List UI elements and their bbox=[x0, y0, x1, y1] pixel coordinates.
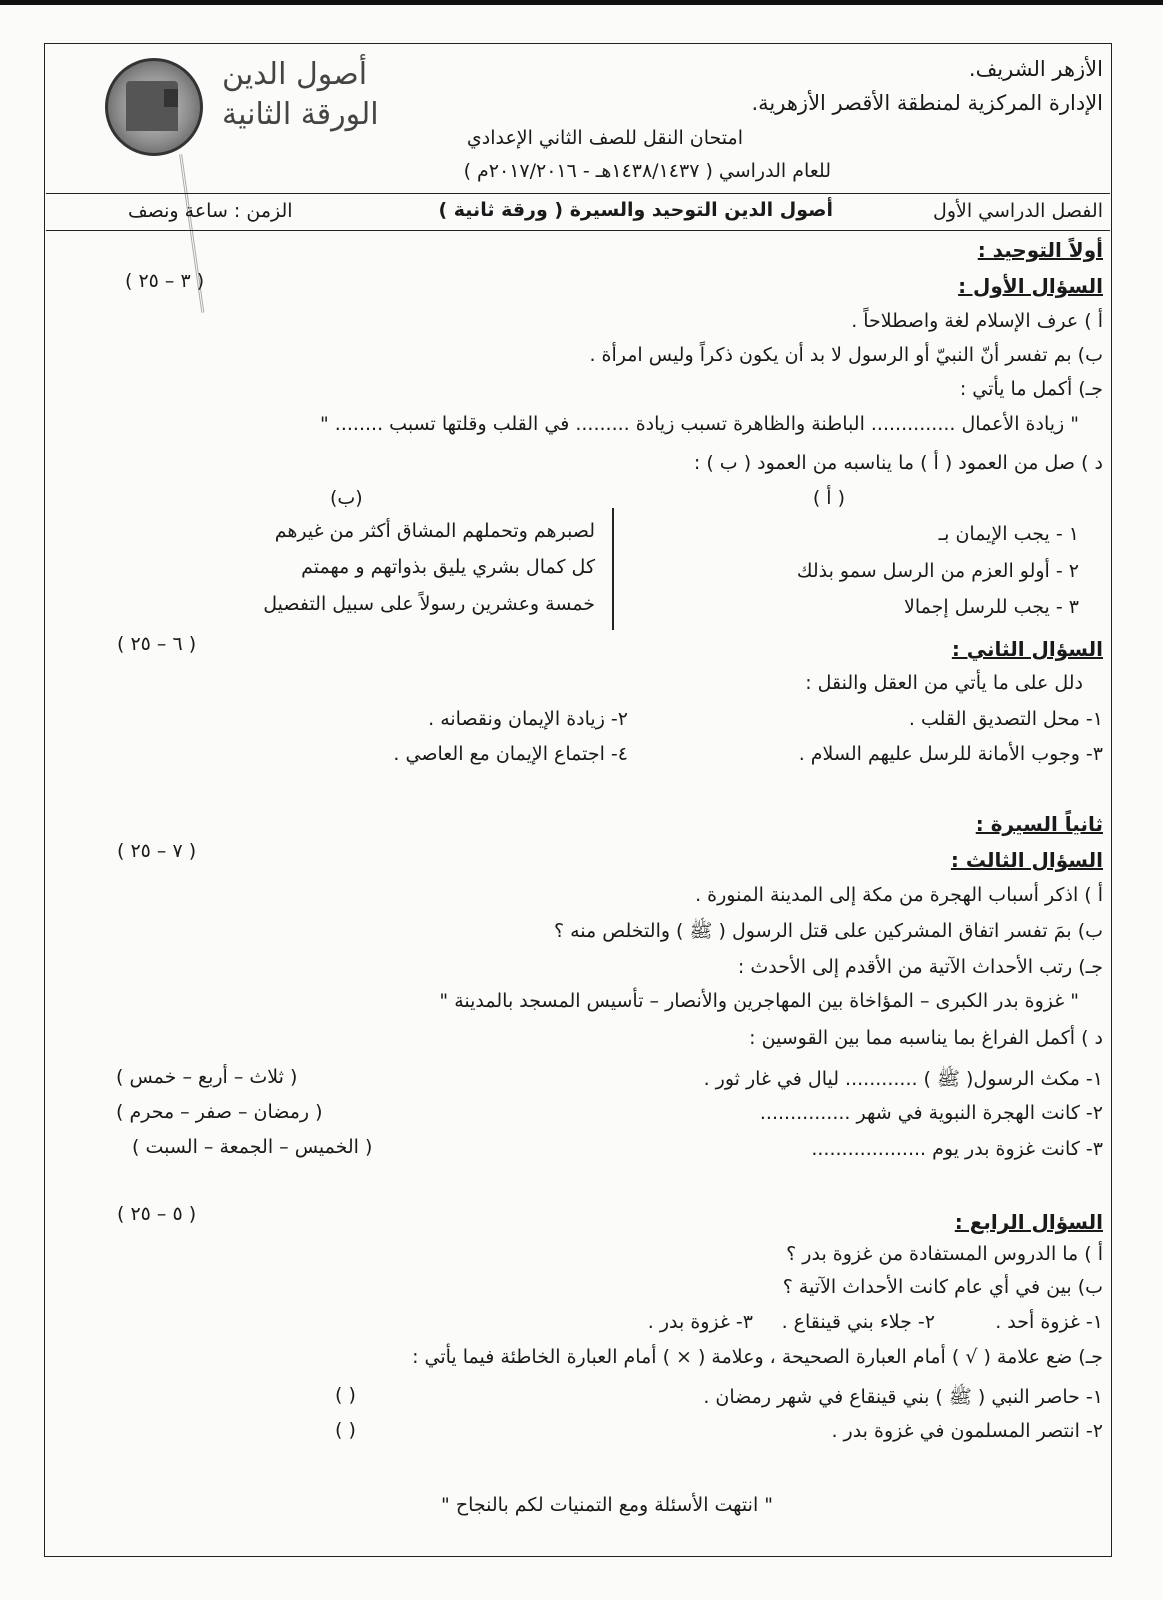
q2-item: ٤- اجتماع الإيمان مع العاصي . bbox=[393, 743, 628, 765]
q3-options: ( ثلاث – أربع – خمس ) bbox=[116, 1066, 298, 1088]
q3-fill: ٢- كانت الهجرة النبوية في شهر ............... bbox=[759, 1102, 1103, 1124]
col-a-title: ( أ ) bbox=[812, 487, 845, 509]
q3-ref: ( ٧ – ٢٥ ) bbox=[117, 840, 197, 862]
q1-c-text: " زيادة الأعمال .............. الباطنة والظاهرة تسبب زيادة ......... في القلب وقلتها تسبب ........ " bbox=[320, 413, 1079, 435]
q1-b: ب) بم تفسر أنّ النبيّ أو الرسول لا بد أن يكون ذكراً وليس امرأة . bbox=[589, 344, 1103, 366]
part1-title: أولاً التوحيد : bbox=[977, 238, 1103, 262]
q1-a: أ ) عرف الإسلام لغة واصطلاحاً . bbox=[851, 310, 1103, 332]
col-b-title: (ب) bbox=[330, 487, 363, 509]
q4-ref: ( ٥ – ٢٥ ) bbox=[117, 1203, 197, 1225]
q3-options: ( رمضان – صفر – محرم ) bbox=[116, 1101, 323, 1123]
q4-event: ٣- غزوة بدر . bbox=[647, 1311, 753, 1333]
answer-box: ( ) bbox=[335, 1384, 356, 1406]
q1-d: د ) صل من العمود ( أ ) ما يناسبه من العمود ( ب ) : bbox=[693, 452, 1103, 474]
q2-item: ٣- وجوب الأمانة للرسل عليهم السلام . bbox=[798, 743, 1103, 765]
q3-fill: ١- مكث الرسول( ﷺ ) ............ ليال في غار ثور . bbox=[703, 1068, 1103, 1090]
q3-c-text: " غزوة بدر الكبرى – المؤاخاة بين المهاجرين والأنصار – تأسيس المسجد بالمدينة " bbox=[439, 990, 1079, 1012]
q2-intro: دلل على ما يأتي من العقل والنقل : bbox=[805, 672, 1083, 694]
q3-a: أ ) اذكر أسباب الهجرة من مكة إلى المدينة المنورة . bbox=[695, 884, 1103, 906]
q4-tf: ١- حاصر النبي ( ﷺ ) بني قينقاع في شهر رمضان . bbox=[703, 1386, 1103, 1408]
q4-a: أ ) ما الدروس المستفادة من غزوة بدر ؟ bbox=[786, 1243, 1103, 1265]
term: الفصل الدراسي الأول bbox=[933, 200, 1103, 222]
q4-event: ١- غزوة أحد . bbox=[995, 1311, 1103, 1333]
q2-ref: ( ٦ – ٢٥ ) bbox=[117, 633, 197, 655]
col-b-item: لصبرهم وتحملهم المشاق أكثر من غيرهم bbox=[274, 520, 595, 542]
scan-edge bbox=[0, 0, 1163, 5]
part2-title: ثانياً السيرة : bbox=[975, 812, 1103, 836]
col-b-item: خمسة وعشرين رسولاً على سبيل التفصيل bbox=[263, 593, 595, 615]
q3-d: د ) أكمل الفراغ بما يناسبه مما بين القوسين : bbox=[749, 1027, 1103, 1049]
subject-heading: أصول الدين bbox=[222, 57, 368, 92]
q4-event: ٢- جلاء بني قينقاع . bbox=[781, 1311, 935, 1333]
q3-options: ( الخميس – الجمعة – السبت ) bbox=[132, 1136, 373, 1158]
q1-c: جـ) أكمل ما يأتي : bbox=[959, 378, 1103, 400]
subject: أصول الدين التوحيد والسيرة ( ورقة ثانية ) bbox=[438, 199, 833, 221]
q1-ref: ( ٣ – ٢٥ ) bbox=[125, 270, 205, 292]
q2-item: ١- محل التصديق القلب . bbox=[908, 708, 1103, 730]
exam-title: امتحان النقل للصف الثاني الإعدادي bbox=[466, 127, 743, 149]
q2-item: ٢- زيادة الإيمان ونقصانه . bbox=[428, 708, 628, 730]
closing-note: " انتهت الأسئلة ومع التمنيات لكم بالنجاح " bbox=[441, 1494, 773, 1516]
exam-time: الزمن : ساعة ونصف bbox=[128, 200, 293, 222]
academic-year: للعام الدراسي ( ١٤٣٨/١٤٣٧هـ - ٢٠١٧/٢٠١٦م ) bbox=[463, 160, 831, 182]
q3-title: السؤال الثالث : bbox=[950, 848, 1103, 872]
azhar-seal-icon bbox=[105, 58, 203, 156]
q4-tf: ٢- انتصر المسلمون في غزوة بدر . bbox=[831, 1420, 1103, 1442]
col-b-item: كل كمال بشري يليق بذواتهم و مهمتم bbox=[301, 556, 595, 578]
q3-b: ب) بمَ تفسر اتفاق المشركين على قتل الرسول ( ﷺ ) والتخلص منه ؟ bbox=[553, 920, 1103, 942]
q4-c: جـ) ضع علامة ( √ ) أمام العبارة الصحيحة ، وعلامة ( × ) أمام العبارة الخاطئة فيما يأتي : bbox=[412, 1346, 1103, 1368]
institution: الأزهر الشريف. bbox=[968, 57, 1103, 81]
header-rule bbox=[46, 193, 1110, 194]
q4-title: السؤال الرابع : bbox=[954, 1210, 1103, 1234]
header-rule-bottom bbox=[46, 230, 1110, 231]
col-a-item: ٢ - أولو العزم من الرسل سمو بذلك bbox=[796, 560, 1079, 582]
q1-title: السؤال الأول : bbox=[958, 274, 1103, 298]
column-divider bbox=[612, 508, 614, 630]
q4-b: ب) بين في أي عام كانت الأحداث الآتية ؟ bbox=[782, 1276, 1103, 1298]
administration: الإدارة المركزية لمنطقة الأقصر الأزهرية. bbox=[751, 91, 1103, 115]
q3-fill: ٣- كانت غزوة بدر يوم ................... bbox=[811, 1138, 1103, 1160]
col-a-item: ١ - يجب الإيمان بـ bbox=[938, 523, 1079, 545]
q2-title: السؤال الثاني : bbox=[951, 637, 1103, 661]
paper-heading: الورقة الثانية bbox=[222, 97, 379, 132]
col-a-item: ٣ - يجب للرسل إجمالا bbox=[904, 596, 1079, 618]
answer-box: ( ) bbox=[335, 1419, 356, 1441]
q3-c: جـ) رتب الأحداث الآتية من الأقدم إلى الأحدث : bbox=[737, 956, 1103, 978]
